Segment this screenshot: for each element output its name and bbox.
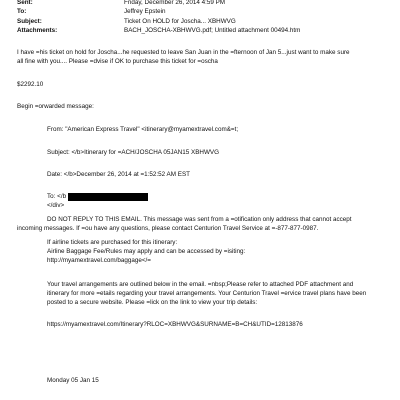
travel-line-1: Your travel arrangements are outlined below in the email. =nbsp;Please refer to attached PDF attachment and	[47, 281, 354, 288]
sent-value: Friday, December 26, 2014 4:59 PM	[124, 0, 226, 6]
forwarded-date: Date: </b>December 26, 2014 at =1:52:52 AM EST	[47, 171, 190, 178]
travel-line-2: itinerary for more =etails regarding your travel arrangements. Your Centurion Travel =ervice travel plans have been	[47, 290, 367, 297]
attachments-value[interactable]: BACH_JOSCHA-XBHWVG.pdf; Untitled attachment 00494.htm	[124, 27, 301, 34]
intro-line-1: I have =his ticket on hold for Joscha...he requested to leave San Juan in the =fternoon of Jan 5...just want to make sure	[17, 49, 350, 56]
forwarded-subject: Subject: </b>Itinerary for =ACH/JOSCHA 05JAN15 XBHWVG	[47, 149, 220, 156]
header-sent-row	[0, 0, 400, 7]
forwarded-to: To: </b	[47, 193, 67, 200]
baggage-line-2: Airline Baggage Fee/Rules may apply and can be accessed by =isiting:	[47, 248, 246, 255]
forward-label: Begin =orwarded message:	[17, 103, 94, 110]
travel-line-3: posted to a secure website. Please =lick on the link to view your trip details:	[47, 299, 258, 306]
itinerary-date-heading: Monday 05 Jan 15	[47, 377, 99, 384]
sent-label: Sent:	[17, 0, 33, 6]
header-attachments-row	[0, 26, 400, 35]
header-to-row	[0, 7, 400, 16]
attachments-label: Attachments:	[17, 27, 58, 34]
subject-value: Ticket On HOLD for Joscha... XBHWVG	[124, 18, 236, 25]
to-label: To:	[17, 8, 27, 15]
to-value: Jeffrey Epstein	[124, 8, 166, 15]
noreply-line-2: incoming messages. If =ou have any questions, please contact Centurion Travel Service at =-877-877-0987.	[17, 225, 319, 232]
baggage-link[interactable]: http://myamextravel.com/baggage</=	[47, 257, 151, 264]
subject-label: Subject:	[17, 18, 42, 25]
header-subject-row	[0, 17, 400, 26]
itinerary-link[interactable]: https://myamextravel.com/Itinerary?RLOC=XBHWVG&SURNAME=B=CH&UTID=12813876	[47, 321, 303, 328]
forwarded-from: From: "American Express Travel" <itinerary@myamextravel.com&=t;	[47, 126, 239, 133]
price: $2292.10	[17, 81, 44, 88]
intro-line-2: all fine with you.... Please =dvise if OK to purchase this ticket for =oscha	[17, 58, 218, 65]
noreply-line-1: DO NOT REPLY TO THIS EMAIL. This message was sent from a =otification only address that cannot accept	[47, 216, 352, 223]
baggage-line-1: If airline tickets are purchased for this itinerary:	[47, 239, 178, 246]
redaction-bar	[68, 193, 148, 201]
div-close-tag: </div>	[47, 202, 65, 209]
